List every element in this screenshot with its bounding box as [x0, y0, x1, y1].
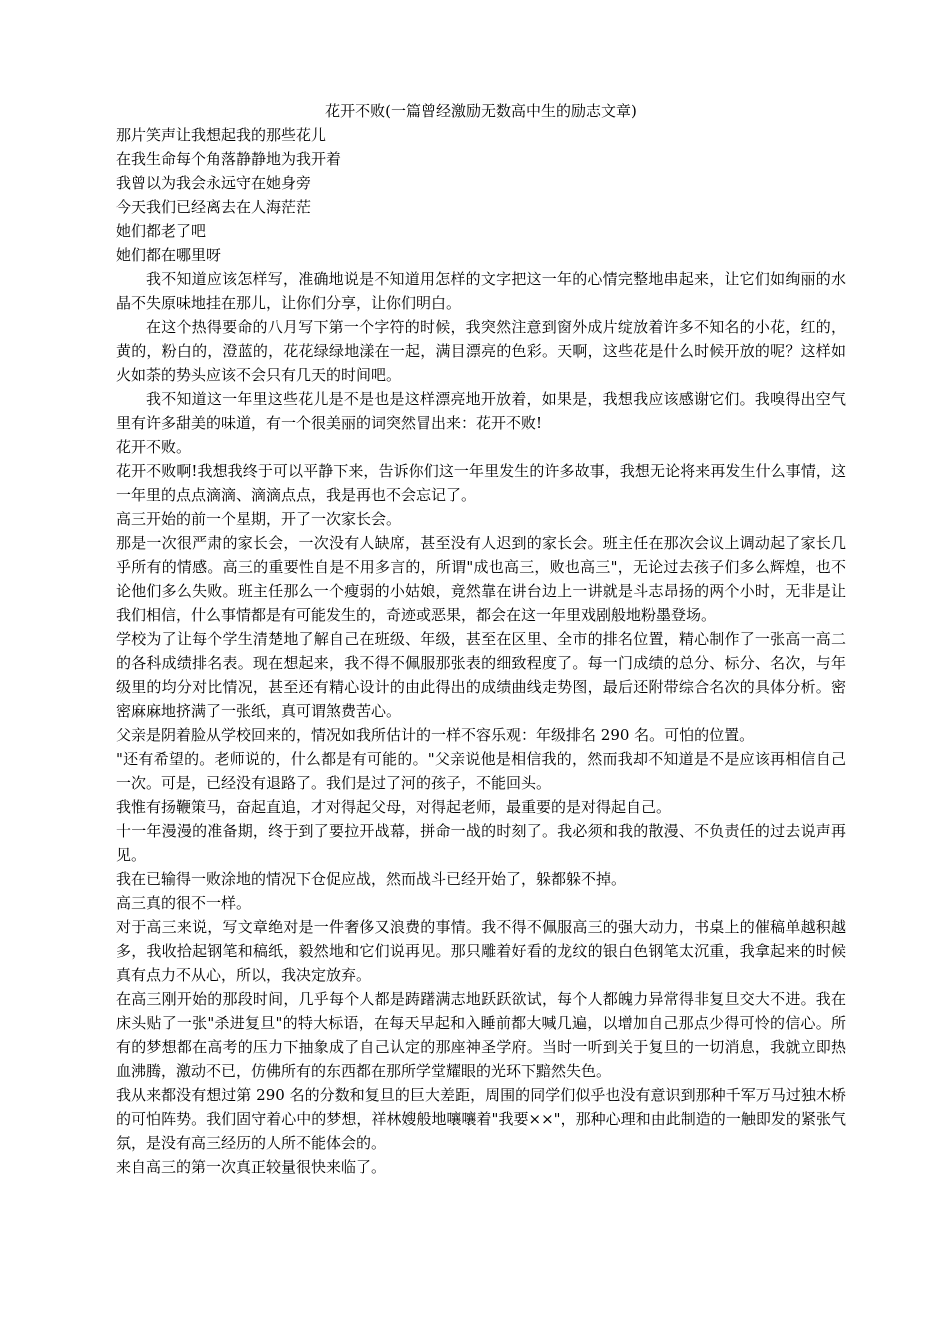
verse-line: 我曾以为我会永远守在她身旁 [116, 174, 312, 192]
verse-block [116, 123, 846, 267]
paragraph: 来自高三的第一次真正较量很快来临了。 [116, 1158, 387, 1176]
verse-line: 她们都老了吧 [116, 222, 207, 240]
paragraph: 在高三刚开始的那段时间，几乎每个人都是踌躇满志地跃跃欲试，每个人都魄力异常得非复旦交大不进。我在床头贴了一张"杀进复旦"的特大标语，在每天早起和入睡前都大喊几遍，以增加自己那点少得可怜的信心。所有的梦想都在高考的压力下抽象成了自己认定的那座神圣学府。当时一听到关于复旦的一切消息，我就立即热血沸腾，激动不已，仿佛所有的东西都在那所学堂耀眼的光环下黯然失色。 [116, 990, 846, 1080]
paragraph: 我在已输得一败涂地的情况下仓促应战，然而战斗已经开始了，躲都躲不掉。 [116, 870, 627, 888]
paragraph: 十一年漫漫的准备期，终于到了要拉开战幕，拼命一战的时刻了。我必须和我的散漫、不负责任的过去说声再见。 [116, 822, 846, 864]
paragraph: 学校为了让每个学生清楚地了解自己在班级、年级，甚至在区里、全市的排名位置，精心制作了一张高一高二的各科成绩排名表。现在想起来，我不得不佩服那张表的细致程度了。每一门成绩的总分、标分、名次，与年级里的均分对比情况，甚至还有精心设计的由此得出的成绩曲线走势图，最后还附带综合名次的具体分析。密密麻麻地挤满了一张纸，真可谓煞费苦心。 [116, 630, 846, 720]
paragraph: 高三真的很不一样。 [116, 894, 252, 912]
paragraph: 我惟有扬鞭策马，奋起直追，才对得起父母，对得起老师，最重要的是对得起自己。 [116, 798, 672, 816]
paragraph: 对于高三来说，写文章绝对是一件奢侈又浪费的事情。我不得不佩服高三的强大动力，书桌上的催稿单越积越多，我收拾起钢笔和稿纸，毅然地和它们说再见。那只雕着好看的龙纹的银白色钢笔太沉重，我拿起来的时候真有点力不从心，所以，我决定放弃。 [116, 918, 846, 984]
paragraph: 我不知道这一年里这些花儿是不是也是这样漂亮地开放着，如果是，我想我应该感谢它们。我嗅得出空气里有许多甜美的味道，有一个很美丽的词突然冒出来：花开不败! [116, 390, 846, 432]
paragraph: 高三开始的前一个星期，开了一次家长会。 [116, 510, 402, 528]
paragraph: 花开不败啊!我想我终于可以平静下来，告诉你们这一年里发生的许多故事，我想无论将来再发生什么事情，这一年里的点点滴滴、滴滴点点，我是再也不会忘记了。 [116, 462, 846, 504]
paragraph: 我不知道应该怎样写，准确地说是不知道用怎样的文字把这一年的心情完整地串起来，让它们如绚丽的水晶不失原味地挂在那儿，让你们分享，让你们明白。 [116, 270, 846, 312]
paragraph: "还有希望的。老师说的，什么都是有可能的。"父亲说他是相信我的，然而我却不知道是不是应该再相信自己一次。可是，已经没有退路了。我们是过了河的孩子，不能回头。 [116, 750, 846, 792]
paragraph: 我从来都没有想过第 290 名的分数和复旦的巨大差距，周围的同学们似乎也没有意识到那种千军万马过独木桥的可怕阵势。我们固守着心中的梦想，祥林嫂般地嚷嚷着"我要××"，那种心理和由此制造的一触即发的紧张气氛，是没有高三经历的人所不能体会的。 [116, 1086, 846, 1152]
paragraph: 父亲是阴着脸从学校回来的，情况如我所估计的一样不容乐观：年级排名 290 名。可怕的位置。 [116, 726, 755, 744]
verse-line: 她们都在哪里呀 [116, 246, 222, 264]
verse-line: 在我生命每个角落静静地为我开着 [116, 150, 342, 168]
verse-line: 今天我们已经离去在人海茫茫 [116, 198, 312, 216]
document-title: 花开不败(一篇曾经激励无数高中生的励志文章) [325, 102, 637, 120]
paragraph: 在这个热得要命的八月写下第一个字符的时候，我突然注意到窗外成片绽放着许多不知名的小花，红的，黄的，粉白的，澄蓝的，花花绿绿地漾在一起，满目漂亮的色彩。天啊，这些花是什么时候开放的呢？这样如火如荼的势头应该不会只有几天的时间吧。 [116, 318, 846, 384]
verse-line: 那片笑声让我想起我的那些花儿 [116, 126, 327, 144]
document-page [116, 99, 846, 1179]
paragraph: 那是一次很严肃的家长会，一次没有人缺席，甚至没有人迟到的家长会。班主任在那次会议上调动起了家长几乎所有的情感。高三的重要性自是不用多言的，所谓"成也高三，败也高三"，无论过去孩子们多么辉煌，也不论他们多么失败。班主任那么一个瘦弱的小姑娘，竟然靠在讲台边上一讲就是斗志昂扬的两个小时，无非是让我们相信，什么事情都是有可能发生的，奇迹或恶果，都会在这一年里戏剧般地粉墨登场。 [116, 534, 846, 624]
paragraph: 花开不败。 [116, 438, 192, 456]
